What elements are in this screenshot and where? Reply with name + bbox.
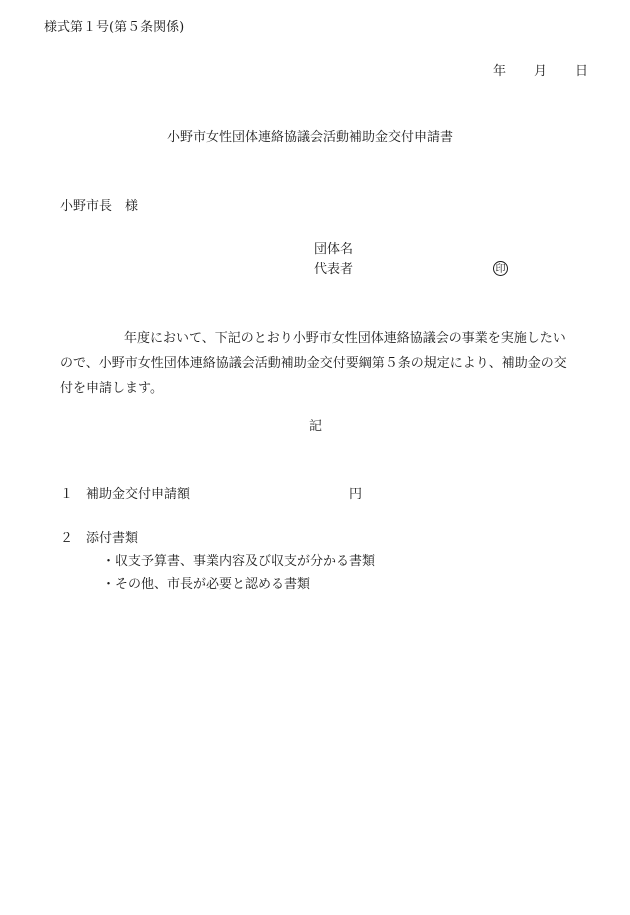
attachment-item: ・収支予算書、事業内容及び収支が分かる書類 — [102, 554, 376, 569]
item-label-subsidy-amount: 補助金交付申請額 — [86, 487, 191, 502]
date-day-label: 日 — [575, 64, 589, 79]
date-year-label: 年 — [493, 64, 507, 79]
date-month-label: 月 — [534, 64, 548, 79]
organization-name-label: 団体名 — [314, 242, 354, 257]
representative-label: 代表者 — [314, 262, 354, 277]
item-number: １ — [60, 487, 74, 502]
attachment-item: ・その他、市長が必要と認める書類 — [102, 577, 311, 592]
addressee — [60, 200, 138, 213]
ki-heading: 記 — [309, 419, 323, 434]
body-line: 年度において、下記のとおり小野市女性団体連絡協議会の事業を実施したい — [124, 331, 566, 346]
item-label-attachments: 添付書類 — [86, 531, 139, 546]
body-line: ので、小野市女性団体連絡協議会活動補助金交付要綱第５条の規定により、補助金の交 — [60, 356, 567, 371]
application-body — [60, 326, 590, 401]
form-number-label: 様式第１号(第５条関係) — [44, 20, 185, 35]
addressee-name: 小野市長 — [60, 199, 113, 214]
item-number: ２ — [60, 531, 74, 546]
seal-icon: 印 — [493, 261, 508, 276]
body-line: 付を申請します。 — [60, 381, 163, 396]
addressee-honorific: 様 — [125, 199, 139, 214]
yen-unit: 円 — [349, 487, 363, 502]
document-title: 小野市女性団体連絡協議会活動補助金交付申請書 — [167, 130, 454, 145]
